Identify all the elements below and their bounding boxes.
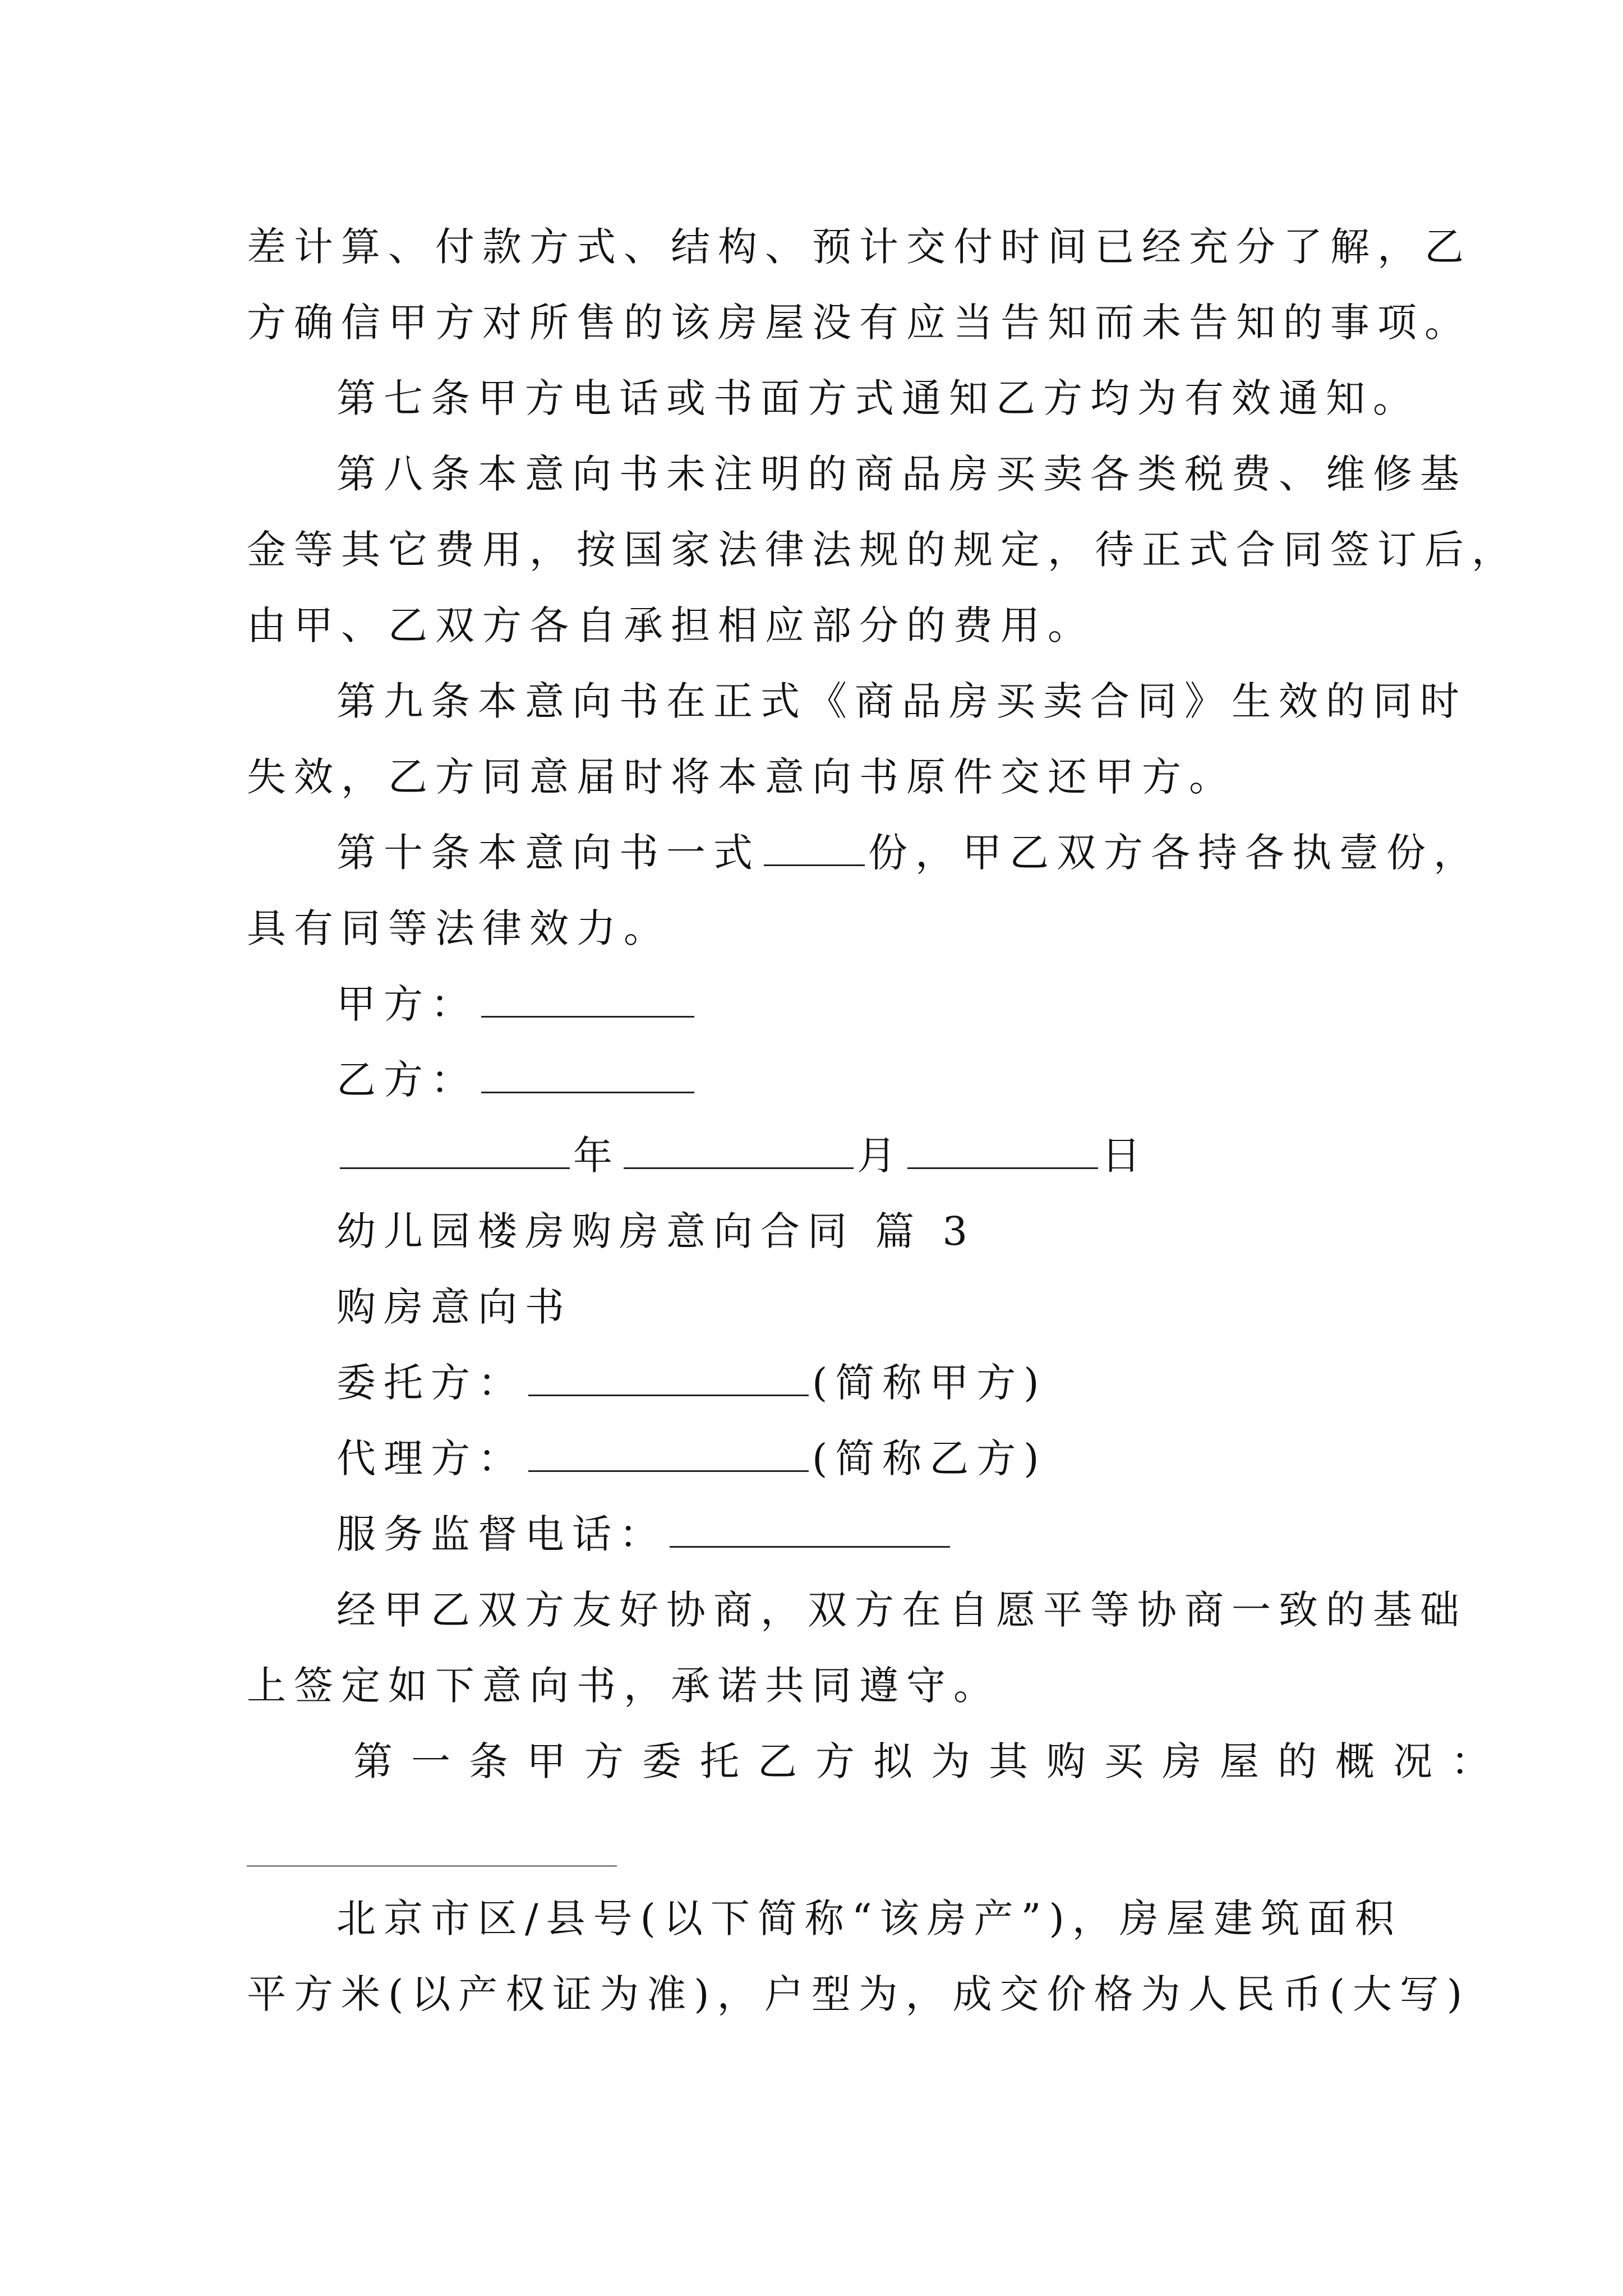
month-blank [624, 1134, 854, 1169]
year-label: 年 [573, 1133, 620, 1179]
principal-line [336, 1358, 1047, 1408]
hotline-blank [670, 1512, 950, 1548]
article-10-line-1 [336, 827, 1481, 878]
article-8-line-3: 由甲、乙双方各自承担相应部分的费用。 [247, 602, 1095, 648]
footnote-divider [247, 1865, 617, 1867]
paragraph-line: 方确信甲方对所售的该房屋没有应当告知而未告知的事项。 [247, 300, 1472, 346]
principal-label: 委托方： [336, 1360, 525, 1406]
article-10-line-2: 具有同等法律效力。 [247, 905, 671, 951]
date-line [336, 1130, 1149, 1181]
property-line-2: 平方米(以产权证为准)，户型为，成交价格为人民币(大写) [247, 1971, 1470, 2017]
article-8-line-2: 金等其它费用，按国家法律法规的规定，待正式合同签订后， [247, 527, 1519, 573]
copies-blank [764, 831, 865, 866]
principal-note: (简称甲方) [812, 1360, 1047, 1406]
preamble-line-1: 经甲乙双方友好协商，双方在自愿平等协商一致的基础 [336, 1587, 1467, 1633]
hotline-label: 服务监督电话： [336, 1511, 666, 1557]
year-blank [340, 1134, 570, 1169]
day-blank [907, 1134, 1098, 1169]
article-9-line-1: 第九条本意向书在正式《商品房买卖合同》生效的同时 [336, 678, 1467, 724]
agent-note: (简称乙方) [812, 1435, 1047, 1481]
party-a-blank [481, 982, 694, 1018]
agent-blank [528, 1437, 809, 1472]
doc-subtitle: 购房意向书 [336, 1284, 572, 1330]
agent-label: 代理方： [336, 1435, 525, 1481]
party-b-label: 乙方： [336, 1057, 478, 1103]
month-label: 月 [857, 1133, 904, 1179]
party-a-label: 甲方： [336, 981, 478, 1027]
paragraph-line: 差计算、付款方式、结构、预计交付时间已经充分了解，乙 [247, 224, 1472, 270]
article-10-text-a: 第十条本意向书一式 [336, 830, 760, 876]
party-b-signature [336, 1055, 698, 1105]
party-a-signature [336, 979, 698, 1029]
article-10-text-b: 份，甲乙双方各持各执壹份， [868, 830, 1481, 876]
article-9-line-2: 失效，乙方同意届时将本意向书原件交还甲方。 [247, 754, 1236, 800]
principal-blank [528, 1361, 809, 1396]
section-title: 幼儿园楼房购房意向合同 篇 3 [336, 1208, 976, 1254]
article-1-heading: 第一条甲方委托乙方拟为其购买房屋的概况： [353, 1738, 1509, 1784]
article-8-line-1: 第八条本意向书未注明的商品房买卖各类税费、维修基 [336, 451, 1467, 497]
property-line-1: 北京市区/县号(以下简称“该房产”)，房屋建筑面积 [336, 1895, 1402, 1941]
day-label: 日 [1101, 1133, 1149, 1179]
preamble-line-2: 上签定如下意向书，承诺共同遵守。 [247, 1663, 1000, 1709]
hotline-line [336, 1509, 953, 1559]
agent-line [336, 1433, 1047, 1484]
party-b-blank [481, 1058, 694, 1093]
article-7: 第七条甲方电话或书面方式通知乙方均为有效通知。 [336, 375, 1420, 421]
